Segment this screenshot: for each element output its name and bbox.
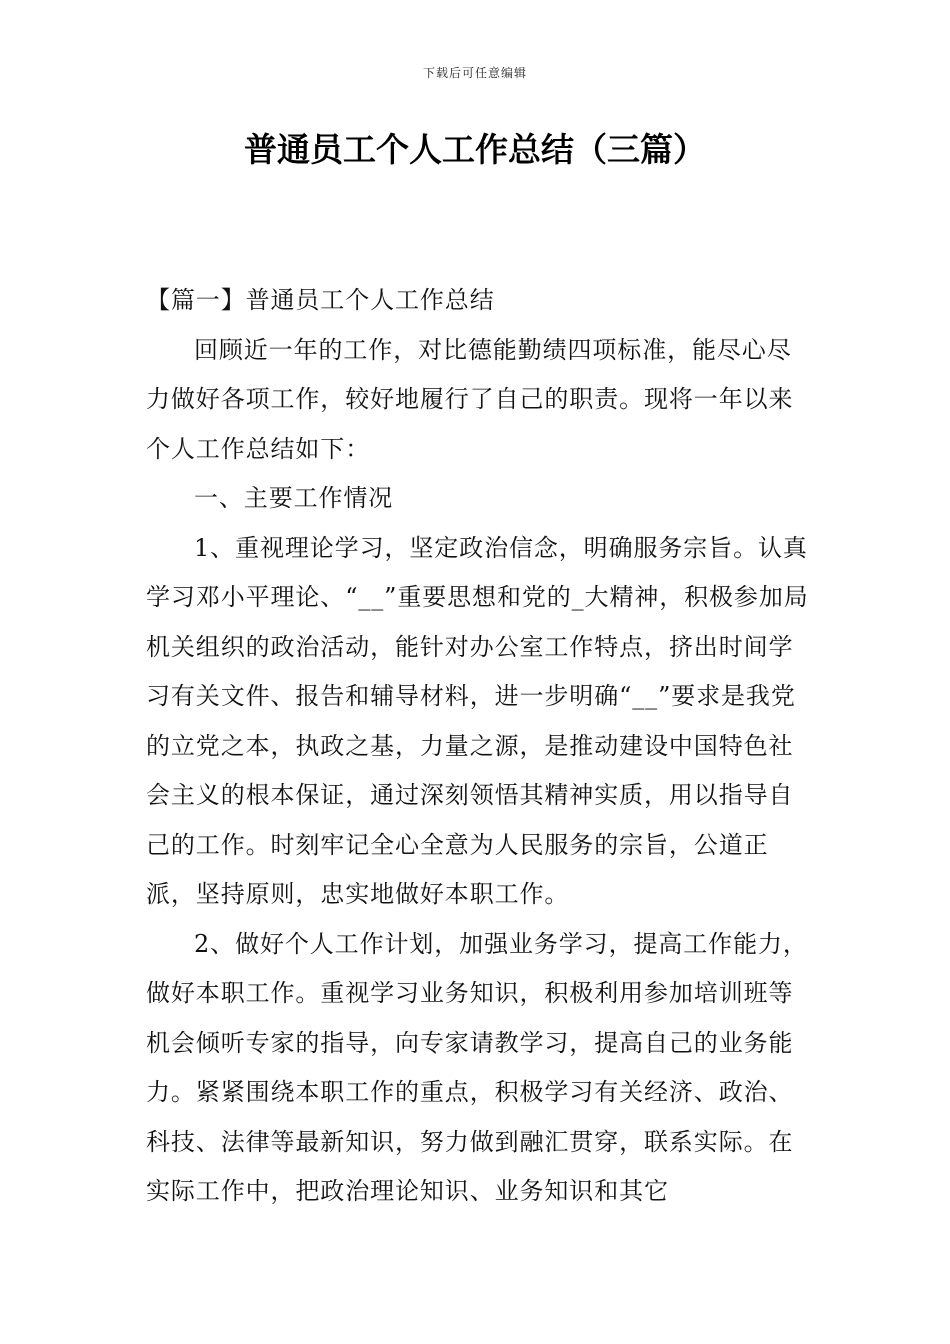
section-heading: 【篇一】普通员工个人工作总结 (146, 286, 495, 314)
paragraph-intro: 回顾近一年的工作，对比德能勤绩四项标准，能尽心尽力做好各项工作，较好地履行了自己的职责。现将一年以来个人工作总结如下： (146, 335, 794, 463)
paragraph-item-2: 2、做好个人工作计划，加强业务学习，提高工作能力，做好本职工作。重视学习业务知识，积极利用参加培训班等机会倾听专家的指导，向专家请教学习，提高自己的业务能力。紧紧围绕本职工作的重点，积极学习有关经济、政治、科技、法律等最新知识，努力做到融汇贯穿，联系实际。在实际工作中，把政治理论知识、业务知识和其它 (146, 929, 808, 1205)
paragraph-subheading: 一、主要工作情况 (194, 484, 394, 512)
page-header-note: 下载后可任意编辑 (422, 66, 527, 80)
document-title: 普通员工个人工作总结（三篇） (244, 130, 706, 169)
paragraph-item-1: 1、重视理论学习，坚定政治信念，明确服务宗旨。认真学习邓小平理论、“__”重要思想和党的_大精神，积极参加局机关组织的政治活动，能针对办公室工作特点，挤出时间学习有关文件、报告和辅导材料，进一步明确“__”要求是我党的立党之本，执政之基，力量之源，是推动建设中国特色社会主义的根本保证，通过深刻领悟其精神实质，用以指导自己的工作。时刻牢记全心全意为人民服务的宗旨，公道正派，坚持原则，忠实地做好本职工作。 (146, 533, 809, 908)
document-body (146, 276, 810, 1217)
